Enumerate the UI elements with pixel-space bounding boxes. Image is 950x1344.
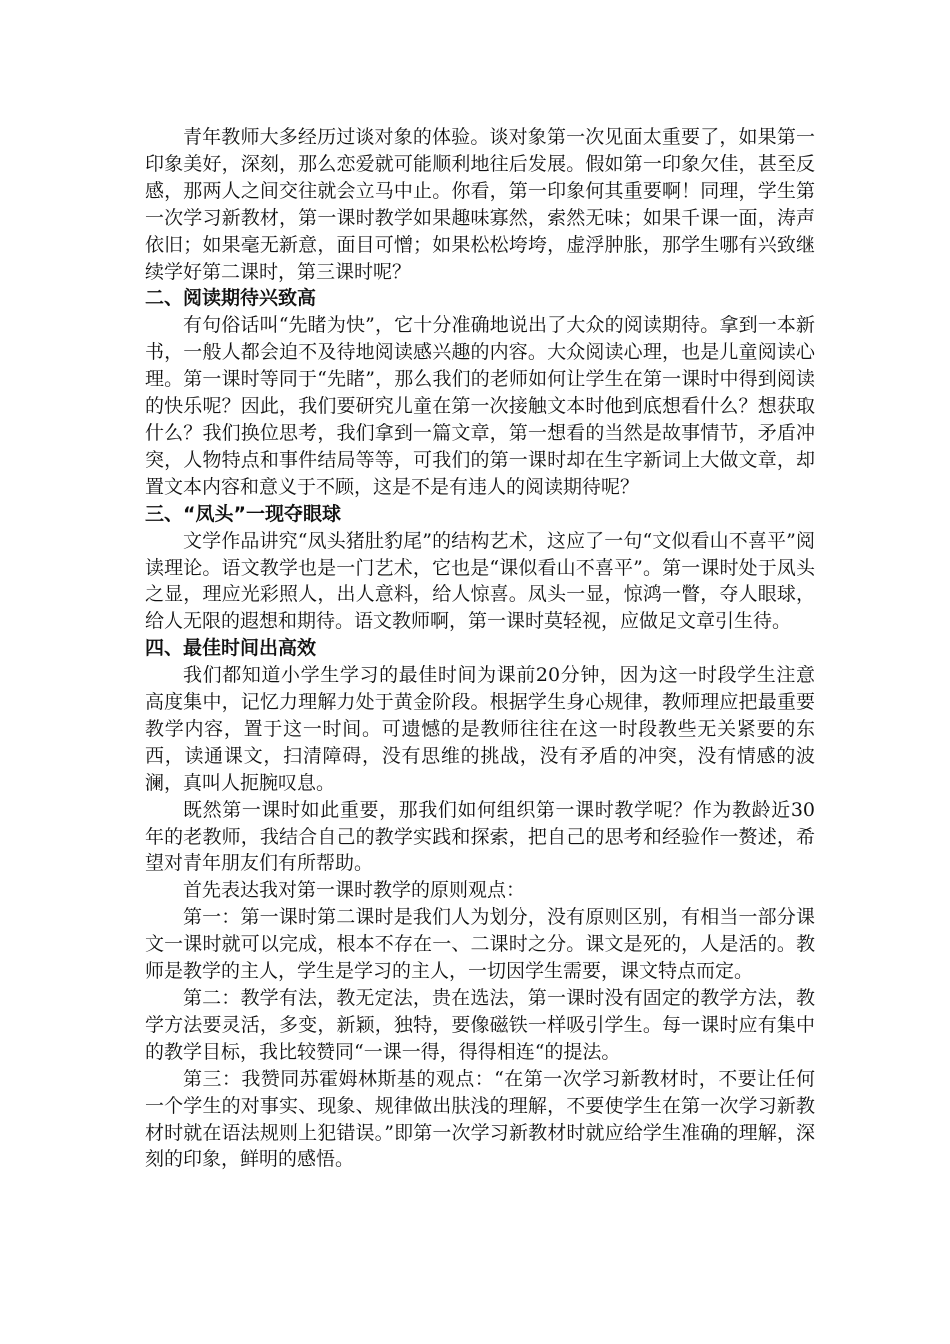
paragraph-reading-expectation: 有句俗话叫“先睹为快”，它十分准确地说出了大众的阅读期待。拿到一本新书，一般人都会迫不及待地阅读感兴趣的内容。大众阅读心理，也是儿童阅读心理。第一课时等同于“先睹”，那么我们的老师如何让学生在第一课时中得到阅读的快乐呢？因此，我们要研究儿童在第一次接触文本时他到底想看什么？想获取什么？我们换位思考，我们拿到一篇文章，第一想看的当然是故事情节，矛盾冲突，人物特点和事件结局等等，可我们的第一课时却在生字新词上大做文章，却置文本内容和意义于不顾，这是不是有违人的阅读期待呢？ xyxy=(145,314,815,498)
heading-best-time: 四、最佳时间出高效 xyxy=(145,637,317,660)
heading-phoenix-head: 三、“凤头”一现夺眼球 xyxy=(145,502,341,525)
paragraph-intro: 青年教师大多经历过谈对象的体验。谈对象第一次见面太重要了，如果第一印象美好，深刻，那么恋爱就可能顺利地往后发展。假如第一印象欠佳，甚至反感，那两人之间交往就会立马中止。你看，第一印象何其重要啊！同理，学生第一次学习新教材，第一课时教学如果趣味寡然，索然无味；如果千课一面，涛声依旧；如果毫无新意，面目可憎；如果松松垮垮，虚浮肿胀，那学生哪有兴致继续学好第二课时，第三课时呢？ xyxy=(145,126,815,283)
paragraph-principle-two: 第二：教学有法，教无定法，贵在选法，第一课时没有固定的教学方法，教学方法要灵活，多变，新颖，独特，要像磁铁一样吸引学生。每一课时应有集中的教学目标，我比较赞同“一课一得，得得相连“的提法。 xyxy=(145,987,815,1063)
heading-reading-expectation: 二、阅读期待兴致高 xyxy=(145,287,317,310)
paragraph-principle-three: 第三：我赞同苏霍姆林斯基的观点：“在第一次学习新教材时，不要让任何一个学生的对事实、现象、规律做出肤浅的理解，不要使学生在第一次学习新教材时就在语法规则上犯错误。”即第一次学习新教材时就应给学生准确的理解，深刻的印象，鲜明的感悟。 xyxy=(145,1067,815,1171)
document-body xyxy=(145,124,815,1173)
paragraph-best-time: 我们都知道小学生学习的最佳时间为课前20分钟，因为这一时段学生注意高度集中，记忆力理解力处于黄金阶段。根据学生身心规律，教师理应把最重要教学内容，置于这一时间。可遗憾的是教师往往在这一时段教些无关紧要的东西，读通课文，扫清障碍，没有思维的挑战，没有矛盾的冲突，没有情感的波澜，真叫人扼腕叹息。 xyxy=(145,664,815,794)
paragraph-principle-one: 第一：第一课时第二课时是我们人为划分，没有原则区别，有相当一部分课文一课时就可以完成，根本不存在一、二课时之分。课文是死的，人是活的。教师是教学的主人，学生是学习的主人，一切因学生需要，课文特点而定。 xyxy=(145,906,815,983)
paragraph-how-to-organize: 既然第一课时如此重要，那我们如何组织第一课时教学呢？作为教龄近30年的老教师，我结合自己的教学实践和探索，把自己的思考和经验作一赘述，希望对青年朋友们有所帮助。 xyxy=(145,798,815,875)
paragraph-principles-intro: 首先表达我对第一课时教学的原则观点： xyxy=(183,879,526,902)
paragraph-phoenix-head: 文学作品讲究“凤头猪肚豹尾”的结构艺术，这应了一句“文似看山不喜平”阅读理论。语文教学也是一门艺术，它也是“课似看山不喜平”。第一课时处于凤头之显，理应光彩照人，出人意料，给人惊喜。凤头一显，惊鸿一瞥，夺人眼球，给人无限的遐想和期待。语文教师啊，第一课时莫轻视，应做足文章引生待。 xyxy=(145,529,815,633)
